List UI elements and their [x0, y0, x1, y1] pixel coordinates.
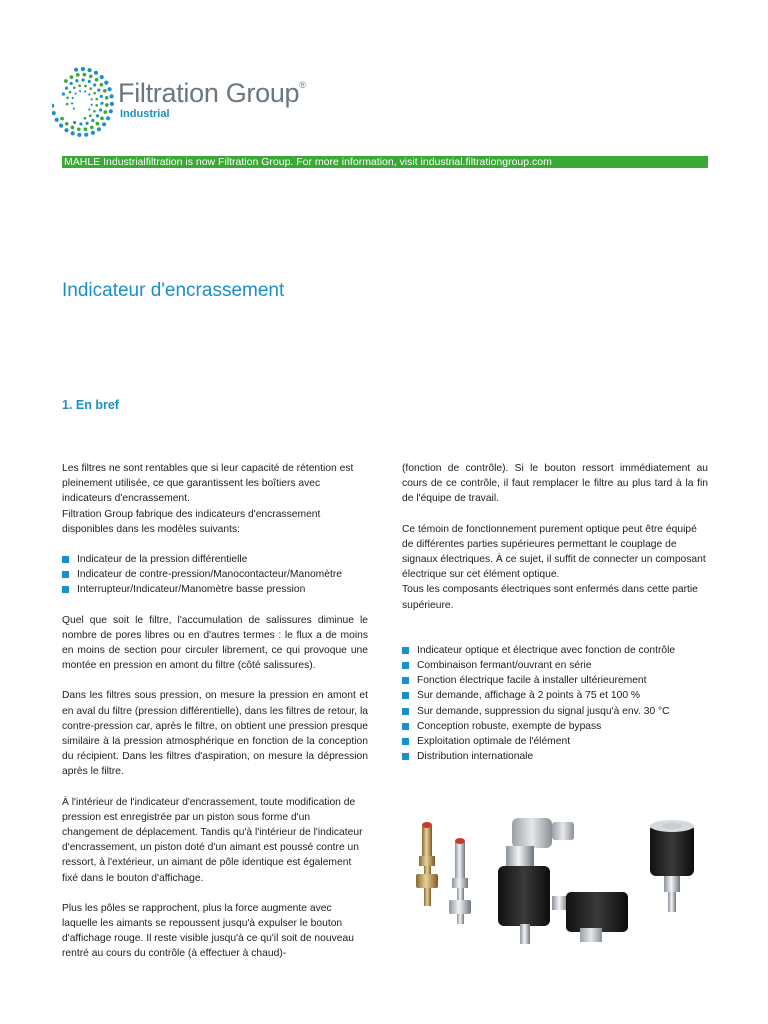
logo-dot: [95, 98, 98, 101]
models-list: [62, 552, 368, 598]
list-item: Distribution internationale: [402, 749, 708, 764]
logo-dot: [104, 81, 108, 85]
list-item: Conception robuste, exempte de bypass: [402, 719, 708, 734]
list-item: Sur demande, affichage à 2 points à 75 et 100 %: [402, 688, 708, 703]
logo-dot: [108, 87, 112, 91]
optical-paragraph: Ce témoin de fonctionnement purement optique peut être équipé de différentes parties supérieures permettant le couplage de signaux électriques. À ce sujet, il suffit de connecter un composant électrique sur cet élément optique.: [402, 523, 706, 581]
logo-dot: [106, 116, 110, 120]
logo-dot: [91, 131, 95, 135]
logo-dot: [71, 131, 75, 135]
intro-paragraph: Les filtres ne sont rentables que si leur capacité de rétention est pleinement utilisée, ce que garantissent les boîtiers avec indicateurs d'encrassement.: [62, 463, 354, 505]
section-heading: 1. En bref: [62, 398, 119, 412]
logo-dot: [59, 124, 63, 128]
brand-sub: Industrial: [120, 108, 170, 120]
logo-dot: [76, 73, 80, 77]
logo-dot: [97, 127, 101, 131]
logo-dot: [96, 122, 100, 126]
logo-dot: [79, 122, 82, 125]
dotted-swirl-logo-icon: [52, 64, 114, 140]
brand-name: Filtration Group®: [118, 78, 306, 108]
logo-dot: [60, 117, 64, 121]
logo-dot: [70, 75, 74, 79]
logo-dot: [64, 79, 68, 83]
logo-dot: [99, 108, 102, 111]
list-item: Indicateur de la pression différentielle: [62, 552, 368, 567]
logo-dot: [55, 118, 59, 122]
logo-dot: [66, 103, 69, 106]
logo-dot: [105, 96, 109, 100]
logo-dot: [81, 67, 85, 71]
pressure-paragraph: Dans les filtres sous pression, on mesure la pression en amont et en aval du filtre (pression différentielle), dans les filtres de retour, la contre-pression car, après le filtre, on obtient une pression presque similaire à la pression atmosphérique en fonction de la conception du récipient. Dans les filtres d'aspiration, on mesure la dépression après le filtre.: [62, 690, 368, 778]
company-logo: [52, 64, 342, 144]
logo-dot: [102, 122, 106, 126]
brass-indicator-icon: [416, 822, 438, 906]
logo-dot: [103, 110, 107, 114]
registered-mark: ®: [299, 80, 306, 90]
logo-dot: [89, 74, 93, 78]
logo-dot: [84, 133, 88, 137]
list-item: Combinaison fermant/ouvrant en série: [402, 658, 708, 673]
logo-dot: [110, 102, 114, 106]
logo-dot: [103, 89, 107, 93]
list-item: Interrupteur/Indicateur/Manomètre basse pression: [62, 582, 368, 597]
logo-dot: [73, 107, 75, 109]
logo-dot: [93, 92, 96, 95]
logo-dot: [72, 97, 74, 99]
logo-dot: [69, 91, 72, 94]
logo-dot: [71, 102, 73, 104]
steel-indicator-icon: [449, 838, 471, 924]
logo-dot: [84, 127, 88, 131]
column-right: [402, 461, 708, 764]
connector-block-icon: [552, 892, 628, 942]
logo-dot: [74, 68, 78, 72]
features-list: [402, 643, 708, 765]
list-item: Indicateur optique et électrique avec fonction de contrôle: [402, 643, 708, 658]
logo-dot: [71, 126, 75, 130]
logo-dot: [100, 83, 104, 87]
logo-dot: [93, 83, 96, 86]
list-item: Sur demande, suppression du signal jusqu'à env. 30 °C: [402, 704, 708, 719]
logo-dot: [100, 95, 103, 98]
logo-dot: [89, 114, 92, 117]
logo-dot: [93, 110, 96, 113]
logo-dot: [73, 121, 76, 124]
page-title: Indicateur d'encrassement: [62, 280, 285, 301]
logo-dot: [77, 127, 81, 131]
logo-dot: [77, 133, 81, 137]
logo-dot: [52, 104, 54, 108]
logo-dot: [91, 98, 93, 100]
logo-dot: [52, 111, 56, 115]
logo-dot: [94, 71, 98, 75]
logo-dot: [88, 68, 92, 72]
logo-dot: [84, 90, 86, 92]
intro-paragraph-2: Filtration Group fabrique des indicateurs d'encrassement disponibles dans les modèles suivants:: [62, 508, 321, 535]
logo-dot: [100, 117, 104, 121]
logo-dot: [100, 75, 104, 79]
logo-dot: [110, 94, 114, 98]
list-item: Fonction électrique facile à installer ultérieurement: [402, 673, 708, 688]
logo-dot: [86, 122, 89, 125]
enclosed-paragraph: Tous les composants électriques sont enfermés dans cette partie supérieure.: [402, 584, 698, 611]
list-item: Exploitation optimale de l'élément: [402, 734, 708, 749]
logo-dot: [91, 104, 93, 106]
poles-paragraph: Plus les pôles se rapprochent, plus la force augmente avec laquelle les aimants se repoussent jusqu'à expulser le bouton d'affichage rouge. Il reste visible jusqu'à ce qu'il soit de nouveau rentré au cours du contrôle (à effectuer à chaud)-: [62, 902, 354, 960]
logo-dot: [79, 90, 81, 92]
logo-dot: [78, 84, 81, 87]
logo-dot: [62, 92, 65, 95]
logo-dot: [66, 96, 69, 99]
logo-dot: [109, 109, 113, 113]
list-item: Indicateur de contre-pression/Manocontacteur/Manomètre: [62, 567, 368, 582]
logo-dot: [88, 80, 91, 83]
logo-dot: [75, 79, 78, 82]
logo-dot: [65, 87, 68, 90]
column-left: [62, 461, 368, 962]
logo-dot: [84, 117, 87, 120]
logo-dot: [73, 86, 76, 89]
electrical-switch-icon: [498, 818, 574, 944]
logo-dot: [97, 89, 100, 92]
rebrand-banner: MAHLE Industrialfiltration is now Filtration Group. For more information, visit industrial.filtrationgroup.com: [62, 156, 708, 168]
logo-dot: [90, 125, 94, 129]
logo-dot: [88, 108, 90, 110]
dirt-paragraph: Quel que soit le filtre, l'accumulation de salissures diminue le nombre de pores libres ou en d'autres termes : le flux a de moins en moins de section pour circuler librement, ce qui provoque une montée en pression en amont du filtre (côté salissures).: [62, 614, 368, 672]
logo-dot: [84, 85, 87, 88]
logo-dot: [95, 104, 98, 107]
logo-dot: [88, 93, 90, 95]
logo-dot: [96, 114, 99, 117]
logo-dot: [83, 73, 87, 77]
logo-dot: [105, 103, 109, 107]
logo-dot: [64, 128, 68, 132]
logo-dot: [82, 78, 85, 81]
control-paragraph: (fonction de contrôle). Si le bouton ressort immédiatement au cours de ce contrôle, il faut remplacer le filtre au plus tard à la fin de l'équipe de travail.: [402, 463, 708, 505]
logo-dot: [95, 78, 99, 82]
logo-dot: [100, 102, 103, 105]
logo-dot: [89, 87, 92, 90]
round-indicator-icon: [650, 820, 694, 912]
logo-dot: [75, 92, 77, 94]
logo-dot: [65, 122, 69, 126]
piston-paragraph: À l'intérieur de l'indicateur d'encrassement, toute modification de pression est enregistrée par un piston sous forme d'un changement de déplacement. Tandis qu'à l'intérieur de l'indicateur d'encrassement, un piston doté d'un aimant est poussé contre un ressort, à l'extérieur, un aimant de pôle identique est également fixé dans le bouton d'affichage.: [62, 796, 363, 884]
product-photo: [402, 816, 714, 950]
logo-dot: [91, 119, 94, 122]
logo-dot: [70, 82, 73, 85]
